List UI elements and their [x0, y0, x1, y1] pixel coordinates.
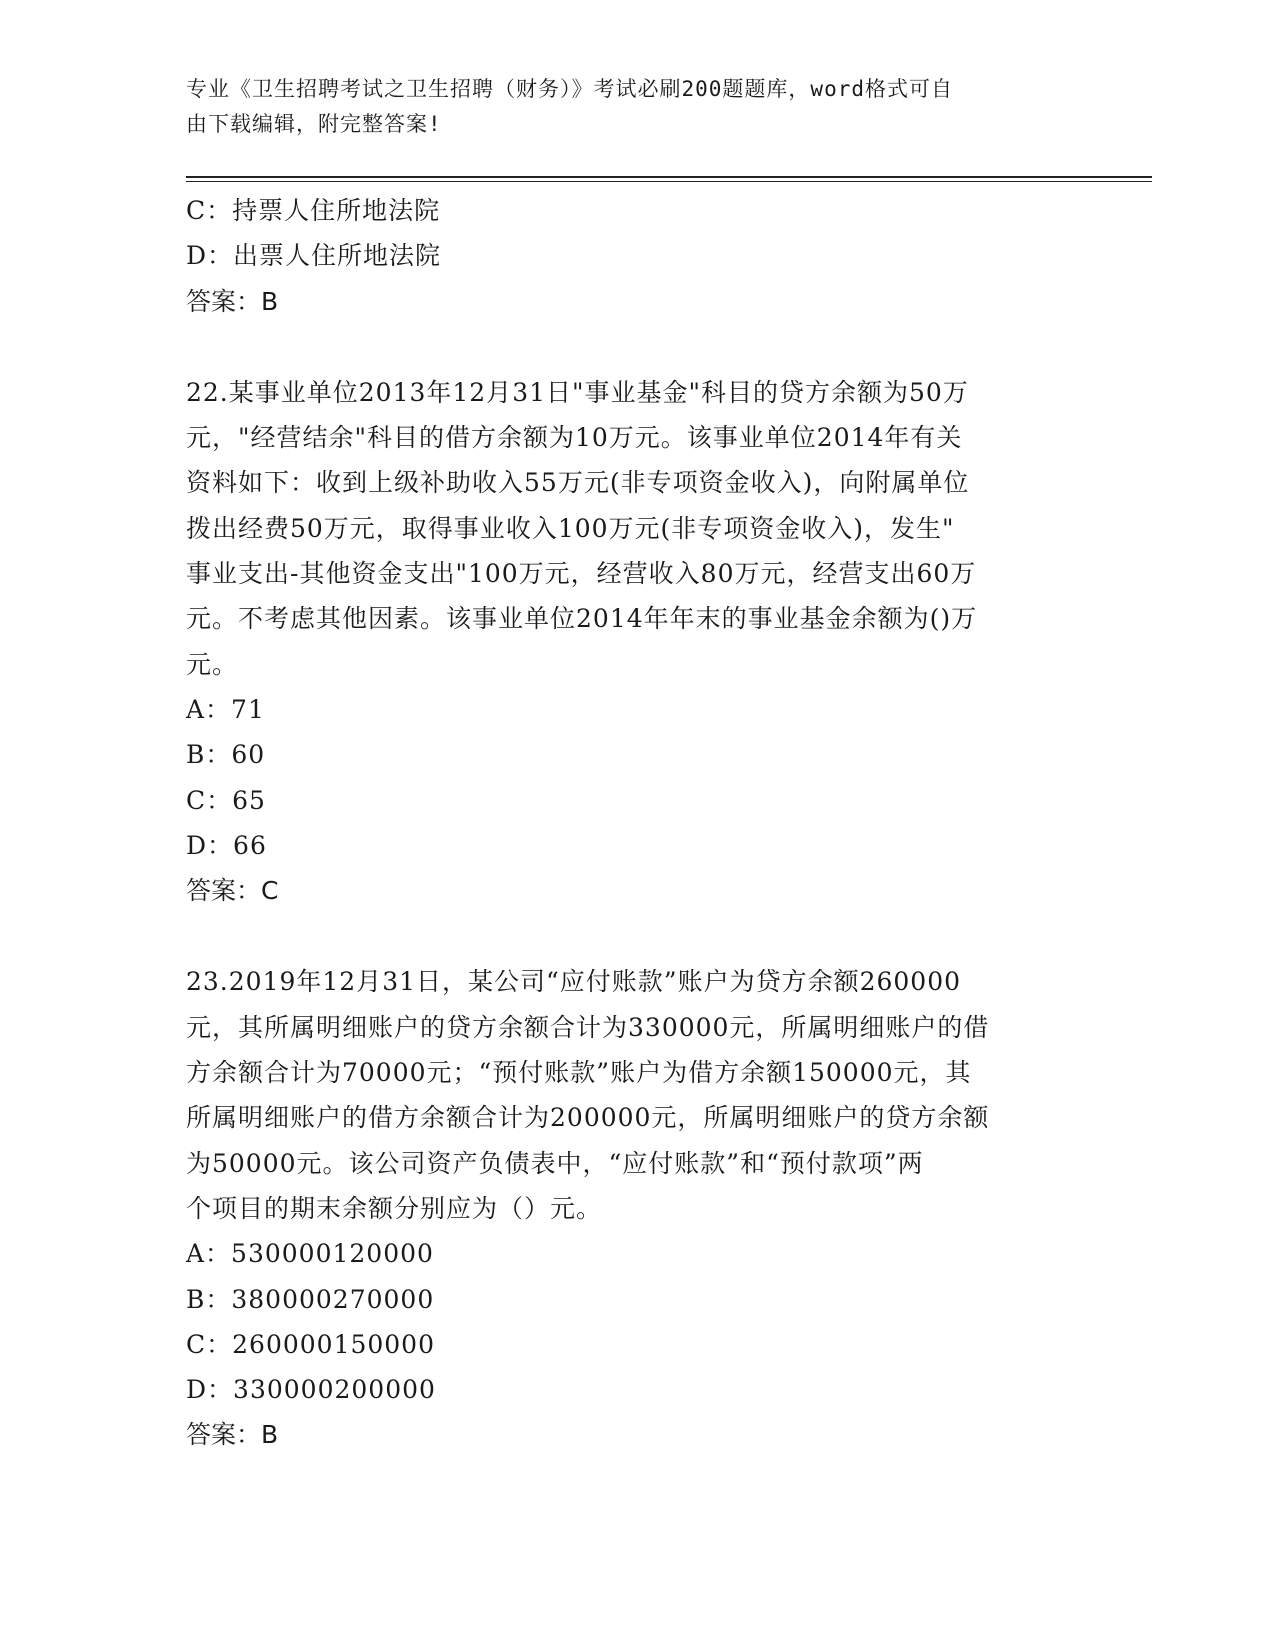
question-text-line: 事业支出-其他资金支出"100万元，经营收入80万元，经营支出60万	[186, 559, 977, 589]
answer-line: 答案：B	[186, 1420, 279, 1450]
answer-line: 答案：B	[186, 286, 279, 316]
header-rule-thick	[186, 176, 1152, 178]
option-d: D：出票人住所地法院	[186, 241, 442, 271]
question-23	[186, 959, 1086, 1457]
option-d: D：330000200000	[186, 1375, 436, 1405]
question-text-line: 元。	[186, 649, 239, 679]
question-text-line: 元。不考虑其他因素。该事业单位2014年年末的事业基金余额为()万	[186, 604, 978, 634]
spacer	[186, 324, 1086, 370]
option-b: B：380000270000	[186, 1284, 435, 1314]
question-text-line: 为50000元。该公司资产负债表中，“应付账款”和“预付款项”两	[186, 1148, 924, 1178]
option-c: C：持票人住所地法院	[186, 196, 441, 225]
page-content	[186, 188, 1086, 1458]
header-rule-thin	[186, 181, 1152, 182]
option-c: C：65	[186, 785, 266, 815]
option-a: A：530000120000	[186, 1239, 434, 1269]
question-22	[186, 370, 1086, 914]
page-header	[186, 72, 1066, 142]
answer-line: 答案：C	[186, 876, 279, 906]
option-a: A：71	[186, 694, 265, 724]
question-text-line: 拨出经费50万元，取得事业收入100万元(非专项资金收入)，发生"	[186, 513, 955, 543]
question-text-line: 所属明细账户的借方余额合计为200000元，所属明细账户的贷方余额	[186, 1103, 990, 1133]
question-text-line: 22.某事业单位2013年12月31日"事业基金"科目的贷方余额为50万	[186, 377, 969, 407]
option-b: B：60	[186, 740, 266, 770]
question-text-line: 元，其所属明细账户的贷方余额合计为330000元，所属明细账户的借	[186, 1012, 990, 1042]
question-text-line: 元，"经营结余"科目的借方余额为10万元。该事业单位2014年有关	[186, 423, 963, 453]
previous-question-tail	[186, 188, 1086, 324]
question-text-line: 23.2019年12月31日，某公司“应付账款”账户为贷方余额260000	[186, 967, 962, 997]
header-line-1: 专业《卫生招聘考试之卫生招聘（财务）》考试必刷200题题库，word格式可自	[186, 77, 953, 101]
option-d: D：66	[186, 830, 267, 860]
question-text-line: 个项目的期末余额分别应为（）元。	[186, 1193, 603, 1223]
option-c: C：260000150000	[186, 1329, 435, 1359]
spacer	[186, 913, 1086, 959]
question-text-line: 资料如下：收到上级补助收入55万元(非专项资金收入)，向附属单位	[186, 468, 970, 498]
header-line-2: 由下载编辑，附完整答案!	[186, 112, 442, 136]
question-text-line: 方余额合计为70000元；“预付账款”账户为借方余额150000元，其	[186, 1058, 972, 1088]
